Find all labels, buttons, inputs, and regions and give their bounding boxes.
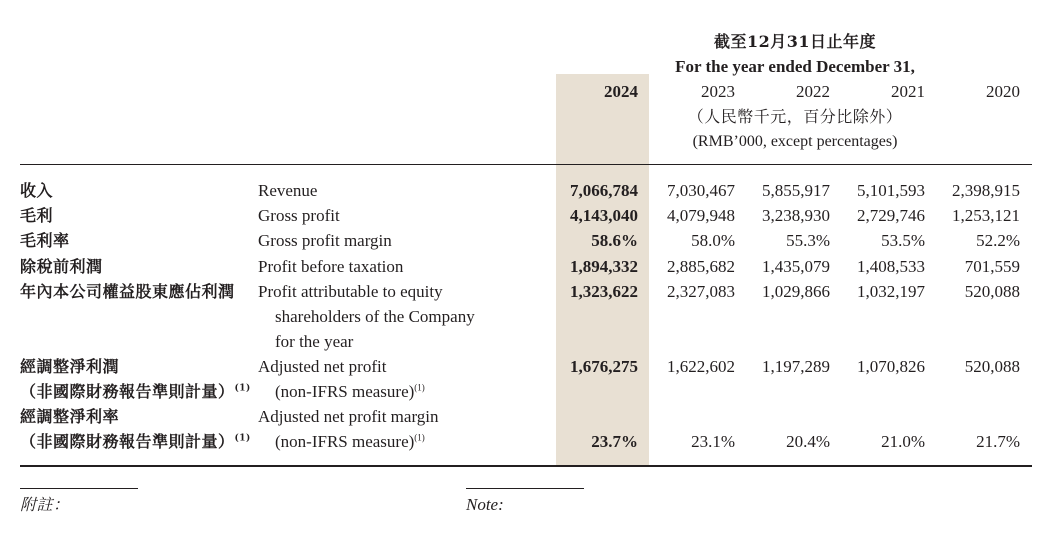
row-label-zh: 收入 <box>20 181 54 200</box>
footnote-marker: (1) <box>414 432 425 443</box>
cell-value: 4,079,948 <box>667 206 735 225</box>
cell-value: 52.2% <box>976 231 1020 250</box>
cell-value: 58.0% <box>691 231 735 250</box>
cell-value: 21.7% <box>976 432 1020 451</box>
unit-en: (RMB’000, except percentages) <box>692 133 898 150</box>
cell-value: 1,676,275 <box>570 357 638 376</box>
cell-value: 520,088 <box>964 357 1020 376</box>
footnote-marker: (1) <box>234 383 251 394</box>
cell-value: 55.3% <box>786 231 830 250</box>
cell-value: 1,070,826 <box>857 357 925 376</box>
cell-value: 7,030,467 <box>667 181 735 200</box>
row-label-en-cont-text: (non-IFRS measure) <box>275 382 415 401</box>
row-label-zh: 經調整淨利潤 <box>20 357 120 376</box>
cell-value: 520,088 <box>964 282 1020 301</box>
cell-value: 21.0% <box>881 432 925 451</box>
cell-value: 1,622,602 <box>667 357 735 376</box>
row-label-zh: 毛利 <box>20 206 54 225</box>
header-en-title: For the year ended December 31, <box>675 57 915 76</box>
row-label-zh-cont <box>20 431 251 453</box>
row-label-zh: 毛利率 <box>20 231 70 250</box>
cell-value: 4,143,040 <box>570 206 638 225</box>
cell-value: 2,729,746 <box>857 206 925 225</box>
cell-value: 5,855,917 <box>762 181 830 200</box>
row-label-zh: 除稅前利潤 <box>20 257 103 276</box>
note-en-label: Note: <box>466 495 504 514</box>
header-rule <box>20 164 1032 165</box>
row-label-en: Gross profit margin <box>258 231 392 250</box>
footnote-marker: (1) <box>234 433 251 444</box>
cell-value: 7,066,784 <box>570 181 638 200</box>
row-label-zh: 經調整淨利率 <box>20 407 120 426</box>
row-label-en: Revenue <box>258 181 318 200</box>
cell-value: 1,197,289 <box>762 357 830 376</box>
year-2022: 2022 <box>796 82 830 101</box>
year-2020: 2020 <box>986 82 1020 101</box>
note-en-rule <box>466 488 584 489</box>
cell-value: 2,398,915 <box>952 181 1020 200</box>
row-label-zh-cont-text: （非國際財務報告準則計量） <box>20 382 235 401</box>
cell-value: 23.7% <box>591 432 638 451</box>
row-label-en-cont <box>275 431 425 453</box>
header-zh-title: 截至12月31日止年度 <box>713 32 877 51</box>
cell-value: 1,029,866 <box>762 282 830 301</box>
cell-value: 53.5% <box>881 231 925 250</box>
cell-value: 3,238,930 <box>762 206 830 225</box>
note-zh-label: 附註： <box>20 495 70 514</box>
year-2024: 2024 <box>604 82 638 101</box>
unit-zh: （人民幣千元，百分比除外） <box>687 107 903 126</box>
year-2021: 2021 <box>891 82 925 101</box>
note-zh-rule <box>20 488 138 489</box>
row-label-en: Profit attributable to equity <box>258 282 443 301</box>
row-label-en-cont-text: (non-IFRS measure) <box>275 432 415 451</box>
row-label-zh: 年內本公司權益股東應佔利潤 <box>20 282 235 301</box>
row-label-en: Adjusted net profit margin <box>258 407 439 426</box>
cell-value: 1,894,332 <box>570 257 638 276</box>
row-label-zh-cont <box>20 381 251 403</box>
row-label-en-cont <box>275 381 425 403</box>
row-label-en-cont: for the year <box>275 332 354 351</box>
cell-value: 1,032,197 <box>857 282 925 301</box>
row-label-en: Gross profit <box>258 206 340 225</box>
cell-value: 1,253,121 <box>952 206 1020 225</box>
row-label-en: Adjusted net profit <box>258 357 387 376</box>
cell-value: 20.4% <box>786 432 830 451</box>
cell-value: 1,323,622 <box>570 282 638 301</box>
footnote-marker: (1) <box>414 382 425 393</box>
row-label-en: Profit before taxation <box>258 257 404 276</box>
cell-value: 23.1% <box>691 432 735 451</box>
cell-value: 58.6% <box>591 231 638 250</box>
row-label-en-cont: shareholders of the Company <box>275 307 475 326</box>
row-label-zh-cont-text: （非國際財務報告準則計量） <box>20 432 235 451</box>
cell-value: 5,101,593 <box>857 181 925 200</box>
cell-value: 1,435,079 <box>762 257 830 276</box>
cell-value: 2,327,083 <box>667 282 735 301</box>
year-2023: 2023 <box>701 82 735 101</box>
cell-value: 2,885,682 <box>667 257 735 276</box>
cell-value: 701,559 <box>964 257 1020 276</box>
table-bottom-rule <box>20 465 1032 467</box>
cell-value: 1,408,533 <box>857 257 925 276</box>
